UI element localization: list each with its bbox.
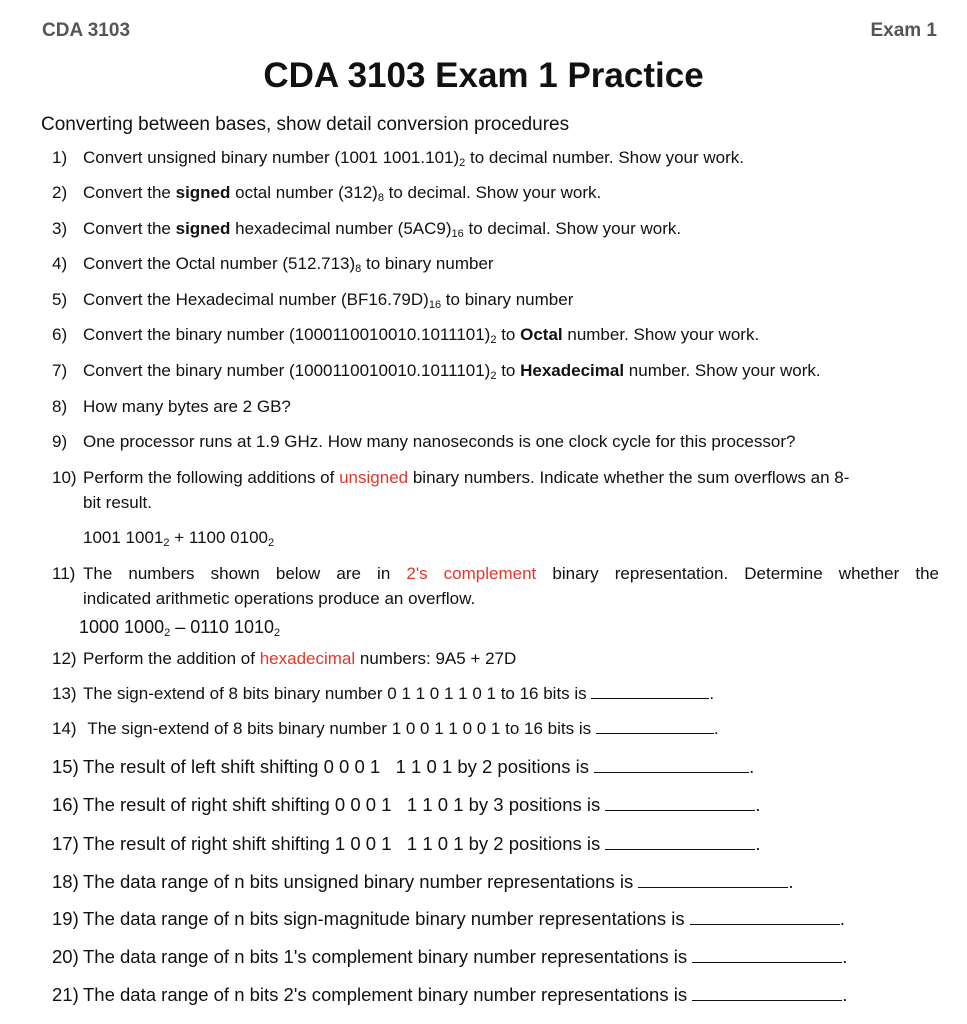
question-number: 10)	[52, 468, 77, 487]
question-number: 3)	[52, 219, 68, 238]
answer-blank[interactable]	[596, 719, 714, 734]
question-number: 18)	[52, 871, 79, 892]
question-3: 3) Convert the signed hexadecimal number $(5AC9)_{16}$ to decimal. Show your work.	[52, 219, 682, 240]
question-15: 15) The result of left shift shifting 0 0 0 1 1 1 0 1 by 2 positions is .	[52, 756, 755, 777]
question-13: 13) The sign-extend of 8 bits binary number 0 1 1 0 1 1 0 1 to 16 bits is .	[52, 684, 715, 703]
question-number: 1)	[52, 148, 68, 167]
question-6: 6) Convert the binary number $(1000110010010.1011101)_2$ to Octal number. Show your work.	[52, 325, 760, 346]
question-number: 5)	[52, 290, 68, 309]
question-11: 11) The numbers shown below are in 2's complement binary representation. Determine whether the	[52, 564, 939, 583]
header-course-code: CDA 3103	[42, 20, 131, 41]
section-intro: Converting between bases, show detail conversion procedures	[41, 114, 570, 135]
question-16: 16) The result of right shift shifting 0 0 0 1 1 1 0 1 by 3 positions is .	[52, 794, 761, 815]
question-number: 19)	[52, 908, 79, 929]
question-number: 17)	[52, 833, 79, 854]
header-exam-label: Exam 1	[870, 20, 937, 41]
question-10-expression: 1001 $1001_2 + 1100$ $0100_2$	[83, 528, 275, 549]
question-number: 20)	[52, 946, 79, 967]
question-number: 21)	[52, 984, 79, 1005]
answer-blank[interactable]	[690, 910, 840, 925]
question-17: 17) The result of right shift shifting 1 0 0 1 1 1 0 1 by 2 positions is .	[52, 833, 761, 854]
answer-blank[interactable]	[605, 796, 755, 811]
question-10: 10) Perform the following additions of unsigned binary numbers. Indicate whether the sum overflows an 8-	[52, 468, 850, 487]
question-number: 8)	[52, 397, 68, 416]
question-19: 19) The data range of n bits sign-magnitude binary number representations is .	[52, 908, 845, 929]
question-4: 4) Convert the Octal number $(512.713)_8$ to binary number	[52, 254, 494, 275]
question-number: 6)	[52, 325, 68, 344]
question-number: 14)	[52, 719, 77, 738]
question-8: 8) How many bytes are 2 GB?	[52, 397, 291, 416]
keyword-twos-complement: 2's complement	[406, 564, 537, 583]
answer-blank[interactable]	[638, 873, 788, 888]
question-number: 16)	[52, 794, 79, 815]
keyword-unsigned: unsigned	[339, 468, 409, 487]
question-12: 12) Perform the addition of hexadecimal numbers: 9A5 + 27D	[52, 649, 517, 668]
question-20: 20) The data range of n bits 1's complement binary number representations is .	[52, 946, 848, 967]
question-number: 4)	[52, 254, 68, 273]
question-9: 9) One processor runs at 1.9 GHz. How many nanoseconds is one clock cycle for this processor?	[52, 432, 796, 451]
question-number: 9)	[52, 432, 68, 451]
question-2: 2) Convert the signed octal number $(312)_8$ to decimal. Show your work.	[52, 183, 602, 204]
question-1: 1) Convert unsigned binary number (1001 $1001.101)_2$ to decimal number. Show your work.	[52, 148, 744, 169]
answer-blank[interactable]	[594, 758, 749, 773]
answer-blank[interactable]	[692, 948, 842, 963]
answer-blank[interactable]	[591, 684, 709, 699]
question-number: 7)	[52, 361, 68, 380]
question-number: 12)	[52, 649, 77, 668]
question-number: 11)	[52, 564, 76, 583]
question-11-continued: indicated arithmetic operations produce an overflow.	[83, 589, 476, 608]
answer-blank[interactable]	[692, 986, 842, 1001]
question-21: 21) The data range of n bits 2's complement binary number representations is .	[52, 984, 848, 1005]
question-18: 18) The data range of n bits unsigned binary number representations is .	[52, 871, 794, 892]
question-5: 5) Convert the Hexadecimal number $(BF16.79D)_{16}$ to binary number	[52, 290, 574, 311]
page-title: CDA 3103 Exam 1 Practice	[263, 56, 704, 95]
question-7: 7) Convert the binary number $(1000110010010.1011101)_2$ to Hexadecimal number. Show your work.	[52, 361, 821, 382]
question-number: 13)	[52, 684, 77, 703]
keyword-hexadecimal: hexadecimal	[259, 649, 356, 668]
question-10-continued: bit result.	[83, 493, 152, 512]
answer-blank[interactable]	[605, 835, 755, 850]
question-number: 15)	[52, 756, 79, 777]
question-14: 14) The sign-extend of 8 bits binary number 1 0 0 1 1 0 0 1 to 16 bits is .	[52, 719, 719, 738]
question-number: 2)	[52, 183, 68, 202]
question-11-expression: 1000 $1000_2 - 0110$ $1010_2$	[79, 617, 281, 639]
